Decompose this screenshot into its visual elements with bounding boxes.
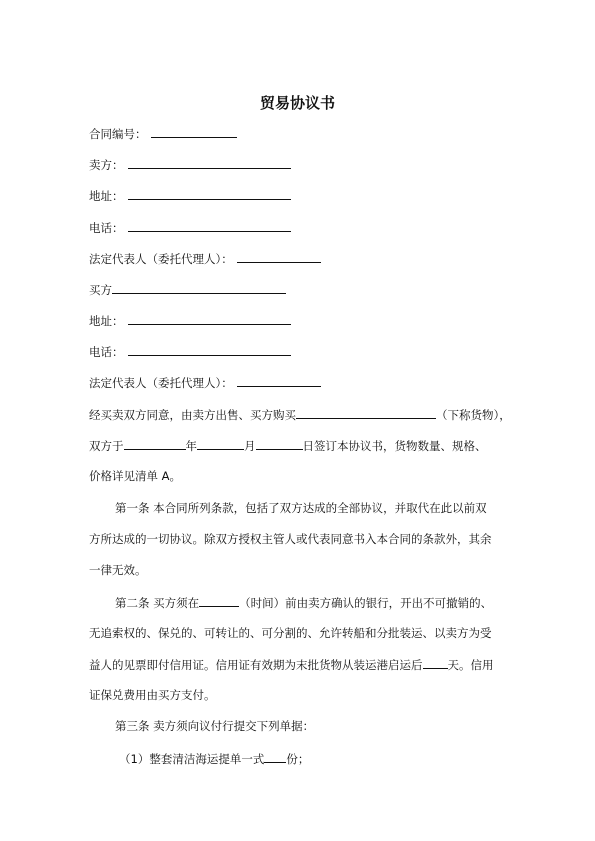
buyer-line [89,282,286,297]
article-2-text: 天。信用 [447,658,494,672]
article-2-line-1 [115,595,492,610]
buyer-rep-blank[interactable] [237,375,321,387]
seller-line [89,157,291,172]
intro-text: 经买卖双方同意，由卖方出售、买方购买 [89,408,296,422]
buyer-label: 买方 [89,283,112,297]
seller-address-line [89,188,291,203]
intro-line-2 [89,438,487,453]
day-blank[interactable] [256,438,303,450]
article-2-text: 第二条 买方须在 [115,596,200,610]
contract-no-blank[interactable] [151,126,237,138]
time-blank[interactable] [199,595,239,607]
document-title: 贸易协议书 [259,94,335,112]
buyer-rep-label: 法定代表人（委托代理人）： [89,376,233,390]
seller-rep-line [89,251,321,266]
intro-line-3: 价格详见清单 A。 [89,469,182,483]
days-blank[interactable] [423,657,448,669]
seller-phone-label: 电话： [89,221,124,235]
seller-phone-blank[interactable] [128,220,291,232]
contract-no-label: 合同编号： [89,127,147,141]
buyer-phone-line [89,344,291,359]
intro-text: 年 [185,439,197,453]
buyer-rep-line [89,375,321,390]
year-blank[interactable] [124,438,186,450]
seller-address-label: 地址： [89,189,124,203]
intro-text: 日签订本协议书，货物数量、规格、 [302,439,487,453]
seller-rep-blank[interactable] [237,251,321,263]
buyer-blank[interactable] [112,282,286,294]
seller-label: 卖方： [89,158,124,172]
article-2-line-3 [89,657,494,672]
seller-rep-label: 法定代表人（委托代理人）： [89,252,233,266]
seller-address-blank[interactable] [128,188,291,200]
article-3-text: （1）整套清洁海运提单一式 [119,752,265,766]
goods-blank[interactable] [296,407,436,419]
article-2-line-4: 证保兑费用由买方支付。 [89,688,216,702]
article-2-text: （时间）前由卖方确认的银行，开出不可撤销的、 [239,596,493,610]
seller-blank[interactable] [128,157,291,169]
intro-text: 双方于 [89,439,124,453]
article-1-line-1: 第一条 本合同所列条款，包括了双方达成的全部协议，并取代在此以前双 [115,501,487,515]
contract-no-line [89,126,237,141]
buyer-address-line [89,313,291,328]
article-3-line-1: 第三条 卖方须向议付行提交下列单据： [115,719,315,733]
intro-text: 月 [244,439,256,453]
article-1-line-2: 方所达成的一切协议。除双方授权主管人或代表同意书入本合同的条款外，其余 [89,532,492,546]
buyer-address-blank[interactable] [128,313,291,325]
article-1-line-3: 一律无效。 [89,563,147,577]
month-blank[interactable] [197,438,244,450]
seller-phone-line [89,220,291,235]
copies-blank[interactable] [264,751,286,763]
article-3-item-1 [119,751,309,766]
buyer-phone-blank[interactable] [128,344,291,356]
article-3-text: 份； [286,752,310,766]
intro-text: （下称货物）， [436,408,511,422]
intro-line-1 [89,407,511,422]
buyer-address-label: 地址： [89,314,124,328]
buyer-phone-label: 电话： [89,345,124,359]
article-2-line-2: 无追索权的、保兑的、可转让的、可分割的、允许转船和分批装运、以卖方为受 [89,626,492,640]
article-2-text: 益人的见票即付信用证。信用证有效期为末批货物从装运港启运后 [89,658,423,672]
